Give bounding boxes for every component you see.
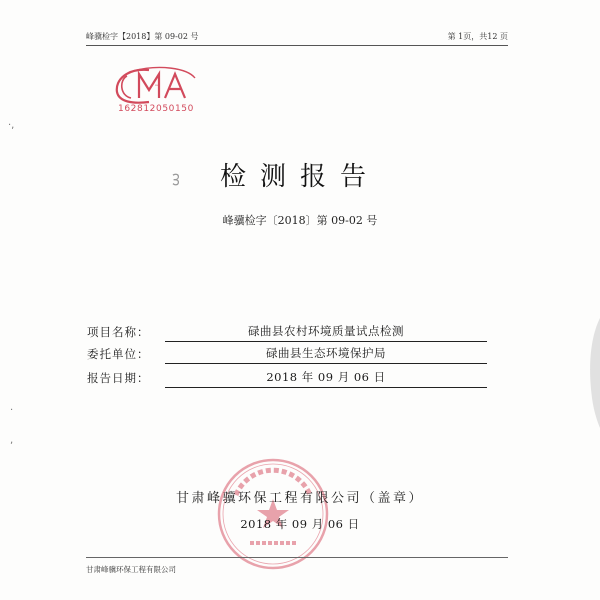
field-project-name (87, 322, 497, 342)
scan-mark-icon: , (10, 435, 14, 446)
company-name: 甘肃峰骥环保工程有限公司（盖章） (175, 491, 424, 506)
cma-number: 162812050150 (118, 104, 194, 114)
header-doc-number: 峰骥检字【2018】第 09-02 号 (86, 32, 199, 41)
field-value: 2018 年 09 月 06 日 (165, 369, 487, 388)
document-number: 峰骥检字〔2018〕第 09-02 号 (222, 214, 378, 227)
field-client (87, 344, 497, 364)
handwritten-mark-icon: ᢃ (172, 171, 180, 190)
field-label: 项目名称： (87, 325, 150, 339)
field-report-date (87, 368, 497, 388)
header-page-info: 第 1页，共12 页 (447, 32, 508, 41)
page-footer: 甘肃峰骥环保工程有限公司 (86, 557, 508, 575)
scan-edge-shadow-icon (586, 318, 600, 428)
cma-logo-icon (109, 66, 201, 126)
page-title: 检测报告 (219, 162, 380, 192)
scan-mark-icon: ·, (8, 120, 15, 131)
company-seal-icon (214, 455, 332, 573)
scan-mark-icon: · (10, 405, 14, 416)
field-value: 碌曲县农村环境质量试点检测 (165, 323, 487, 342)
page-header (86, 31, 508, 46)
field-label: 委托单位： (87, 347, 150, 361)
field-value: 碌曲县生态环境保护局 (165, 345, 487, 364)
company-date: 2018 年 09 月 06 日 (240, 517, 360, 531)
ma-logo-text: MA (155, 85, 159, 87)
field-label: 报告日期： (87, 371, 150, 385)
